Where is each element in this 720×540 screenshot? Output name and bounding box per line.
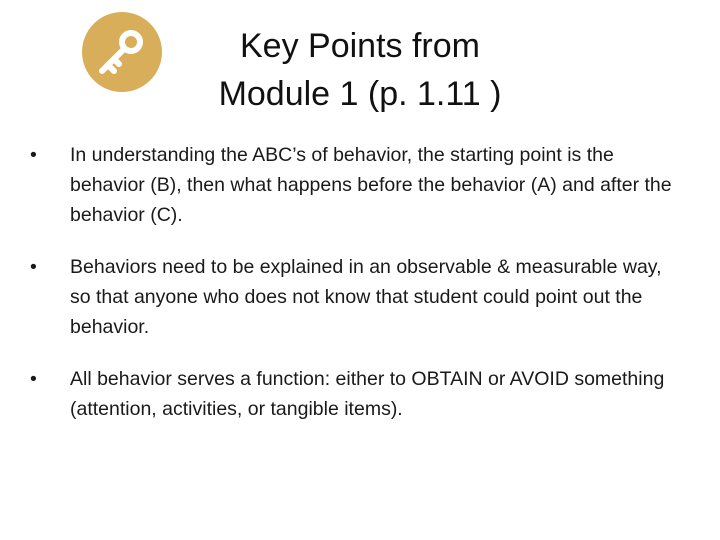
bullet-text: All behavior serves a function: either to OBTAIN or AVOID something (attention, activities, or tangible items). — [70, 368, 665, 420]
bullet-marker: • — [30, 256, 37, 278]
title-line-2: Module 1 (p. 1.11 ) — [218, 75, 502, 113]
bullet-item — [30, 140, 680, 230]
slide-title — [190, 22, 530, 118]
key-icon — [82, 12, 162, 92]
bullet-text: Behaviors need to be explained in an observable & measurable way, so that anyone who does not know that student could point out the behavior. — [70, 256, 662, 338]
bullet-text: In understanding the ABC’s of behavior, the starting point is the behavior (B), then what happens before the behavior (A) and after the behavior (C). — [70, 144, 672, 226]
title-line-1: Key Points from — [240, 27, 480, 65]
bullet-marker: • — [30, 144, 37, 166]
bullet-item — [30, 364, 680, 424]
key-badge — [82, 12, 162, 92]
bullet-marker: • — [30, 368, 37, 390]
bullet-item — [30, 252, 680, 342]
bullet-list — [30, 140, 680, 446]
